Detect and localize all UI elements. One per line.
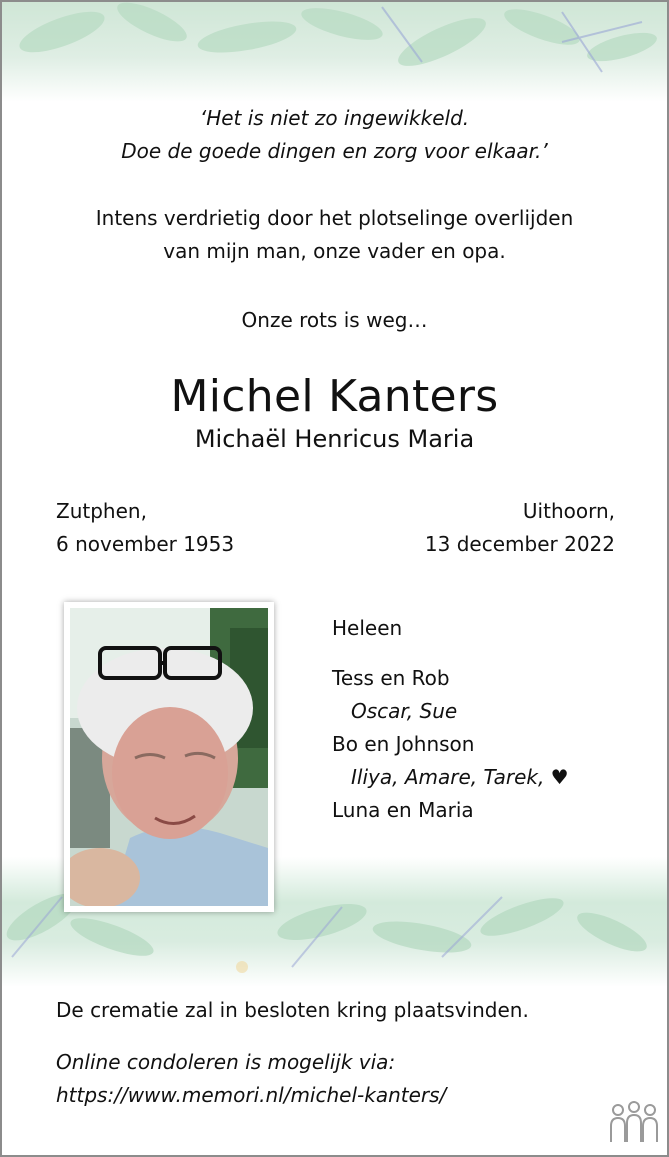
deceased-full-name: Michaël Henricus Maria	[194, 425, 475, 453]
family-grandchildren-2: Iliya, Amare, Tarek, ♥	[351, 765, 569, 789]
birth-place: Zutphen,	[56, 499, 147, 523]
family-list	[332, 612, 569, 827]
family-child-3: Luna en Maria	[332, 798, 474, 822]
condolence-url[interactable]: https://www.memori.nl/michel-kanters/	[56, 1083, 447, 1107]
family-grandchildren-1: Oscar, Sue	[351, 699, 458, 723]
condolence-text: Online condoleren is mogelijk via:	[56, 1050, 396, 1074]
death-date: 13 december 2022	[424, 532, 615, 556]
death-info	[387, 495, 615, 561]
birth-info	[56, 495, 234, 561]
family-child-2: Bo en Johnson	[332, 732, 475, 756]
birth-date: 6 november 1953	[56, 532, 235, 556]
tagline: Onze rots is weg…	[241, 308, 428, 332]
family-spouse: Heleen	[332, 616, 403, 640]
announcement-text	[2, 202, 667, 268]
condolence-info	[56, 1046, 446, 1112]
portrait-image	[70, 608, 268, 906]
opening-quote	[2, 102, 667, 168]
floral-leaves-top	[2, 2, 667, 102]
quote-line-2: Doe de goede dingen en zorg voor elkaar.’	[121, 139, 548, 163]
death-place: Uithoorn,	[522, 499, 615, 523]
cremation-notice: De crematie zal in besloten kring plaatsvinden.	[56, 998, 529, 1022]
deceased-name: Michel Kanters	[170, 371, 499, 422]
announcement-line-1: Intens verdrietig door het plotselinge overlijden	[95, 206, 574, 230]
memori-people-icon	[608, 1100, 660, 1146]
portrait-photo	[64, 602, 274, 912]
top-floral-decoration	[2, 2, 667, 102]
family-child-1: Tess en Rob	[332, 666, 450, 690]
quote-line-1: ‘Het is niet zo ingewikkeld.	[199, 106, 470, 130]
announcement-line-2: van mijn man, onze vader en opa.	[163, 239, 506, 263]
